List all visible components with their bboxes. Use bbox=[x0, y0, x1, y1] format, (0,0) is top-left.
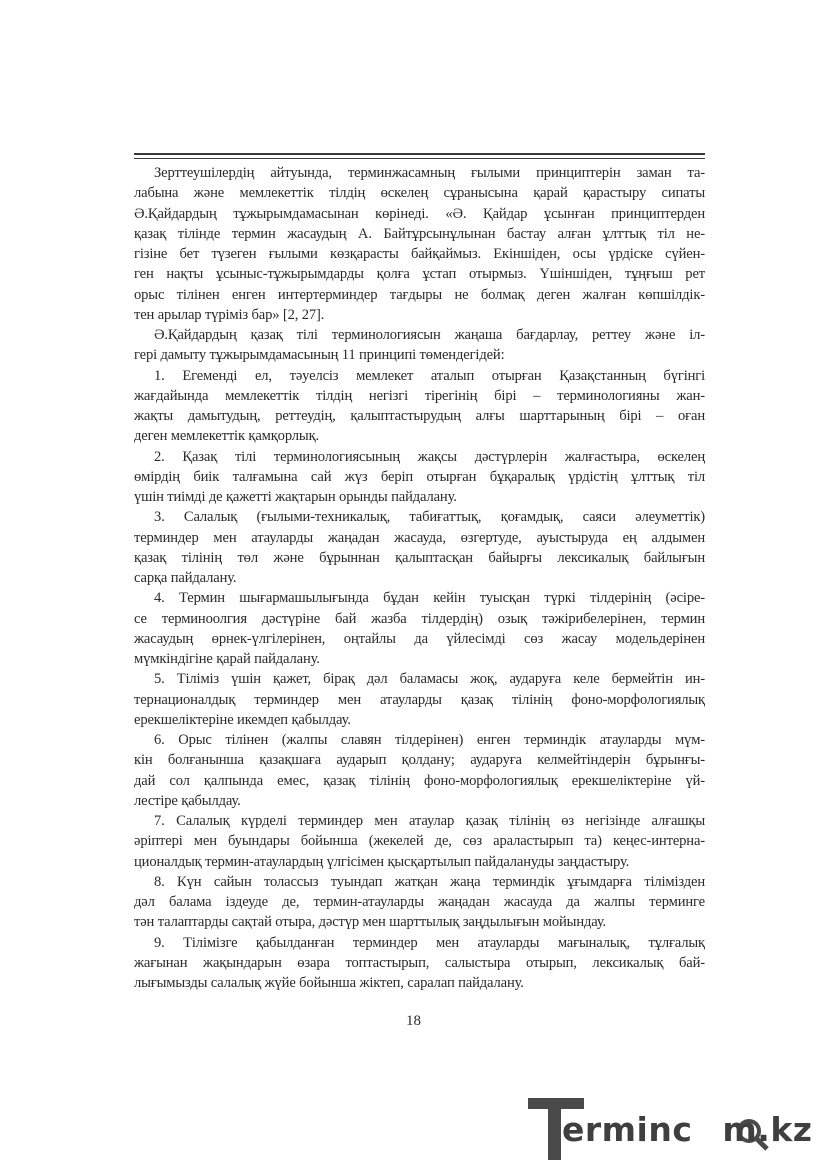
logo-text-part-2: m.kz bbox=[722, 1110, 813, 1149]
text-line: 8. Күн сайын толассыз туындап жатқан жаңа терминдік ұғымдарға тілімізден bbox=[154, 873, 705, 890]
text-line: 1. Егеменді ел, тәуелсіз мемлекет аталып отырған Қазақстанның бүгінгі bbox=[154, 367, 705, 384]
text-line: ционалдық термин-атаулардың үлгісімен қысқартылып пайдалануды заңдастыру. bbox=[134, 853, 630, 870]
text-line: 7. Салалық күрделі терминдер мен атаулар қазақ тілінің өз негізінде алғашқы bbox=[154, 813, 705, 829]
header-rule-thin bbox=[134, 158, 705, 159]
text-line: Ә.Қайдардың қазақ тілі терминологиясын жаңаша бағдарлау, реттеу және іл- bbox=[154, 327, 705, 343]
text-line: ерекшеліктеріне икемдеп қабылдау. bbox=[134, 711, 351, 728]
text-line: лестіре қабылдау. bbox=[134, 792, 241, 809]
document-body bbox=[134, 163, 705, 993]
text-line: тән талаптарды сақтай отыра, дәстүр мен шарттылық заңдылығын мойындау. bbox=[134, 914, 607, 931]
paragraph bbox=[134, 933, 705, 994]
text-line: 2. Қазақ тілі терминологиясының жақсы дәстүрлерін жалғастыра, өскелең bbox=[154, 448, 705, 465]
text-line: деген мемлекеттік қамқорлық. bbox=[134, 428, 320, 445]
text-line: Ә.Қайдардың тұжырымдамасынан көрінеді. «Ә. Қайдар ұсынған принциптерден bbox=[134, 205, 705, 222]
paragraph bbox=[134, 669, 705, 730]
text-line: кін болғанынша қазақшаға аударып қолдану; аударуға келмейтіндерін бұрынғы- bbox=[134, 752, 705, 769]
paragraph bbox=[134, 588, 705, 669]
text-line: орыс тілінен енген интертерминдер тағдыры не болмақ деген жалған көпшілдік- bbox=[134, 286, 705, 303]
text-line: 6. Орыс тілінен (жалпы славян тілдерінен) енген терминдік атауларды мүм- bbox=[154, 732, 705, 748]
paragraph bbox=[134, 163, 705, 325]
header-rule-thick bbox=[134, 153, 705, 155]
text-line: дай сол қалпында емес, қазақ тілінің фоно-морфологиялық ерекшеліктеріне үй- bbox=[134, 772, 705, 789]
text-line: гері дамыту тұжырымдамасының 11 принципі төмендегідей: bbox=[134, 347, 505, 364]
text-line: 5. Тіліміз үшін қажет, бірақ дәл баламасы жоқ, аударуға келе бермейтін ин- bbox=[154, 671, 705, 688]
text-line: жақты дамытудың, реттеудің, қалыптастырудың алғы шарттарының бірі – оған bbox=[134, 408, 705, 424]
text-line: 9. Тілімізге қабылданған терминдер мен атауларды мағыналық, тұлғалық bbox=[154, 934, 705, 951]
paragraph bbox=[134, 811, 705, 872]
paragraph bbox=[134, 730, 705, 811]
text-line: үшін тиімді де қажетті жақтарын орынды пайдалану. bbox=[134, 489, 457, 505]
paragraph bbox=[134, 872, 705, 933]
logo-text bbox=[562, 1110, 813, 1149]
text-line: ген нақты ұсыныс-тұжырымдарды қолға ұстап отырмыз. Үшіншіден, тұңғыш рет bbox=[134, 266, 705, 283]
text-line: дәл балама іздеуде де, термин-атауларды жаңадан жасауда да жалпы терминге bbox=[134, 894, 705, 910]
text-line: тернационалдық терминдер мен атауларды қазақ тілінің фоно-морфологиялық bbox=[134, 691, 705, 708]
text-line: сарқа пайдалану. bbox=[134, 570, 237, 586]
text-line: өмірдің биік талғамына сай жүз беріп отырған бұқаралық үрдістің ұлттық тіл bbox=[134, 468, 705, 485]
paragraph bbox=[134, 507, 705, 588]
text-line: 3. Салалық (ғылыми-техникалық, табиғаттық, қоғамдық, саяси әлеуметтік) bbox=[154, 509, 705, 526]
text-line: лабына және мемлекеттік тілдің өскелең сұранысына қарай қарастыру сипаты bbox=[134, 185, 705, 202]
paragraph bbox=[134, 325, 705, 366]
text-line: қазақ тілінде термин жасаудың А. Байтұрсынұлынан бастау алған ұлттық тіл не- bbox=[134, 225, 705, 242]
text-line: 4. Термин шығармашылығында бұдан кейін туысқан түркі тілдерінің (әсіре- bbox=[154, 590, 705, 607]
paragraph bbox=[134, 447, 705, 508]
text-line: жасаудың өрнек-үлгілерінен, оңтайлы да үйлесімді сөз жасау модельдерінен bbox=[134, 630, 705, 647]
text-line: мүмкіндігіне қарай пайдалану. bbox=[134, 651, 320, 667]
text-line: әріптері мен буындары бойынша (жекелей де, сөз араластырып та) кеңес-интерна- bbox=[134, 833, 705, 850]
text-line: гізіне бет түзеген ғылыми көзқарасты байқаймыз. Екіншіден, осы үрдіске сүйен- bbox=[134, 246, 705, 262]
text-line: жағынан жақындарын өзара топтастырып, салыстыра отырып, лексикалық бай- bbox=[134, 954, 705, 971]
page-number: 18 bbox=[406, 1013, 421, 1029]
text-line: лығымызды салалық жүйе бойынша жіктеп, саралап пайдалану. bbox=[134, 975, 524, 991]
logo-text-part-1: erminc bbox=[562, 1110, 693, 1149]
text-line: тен арылар түріміз бар» [2, 27]. bbox=[134, 306, 325, 323]
termincom-logo[interactable] bbox=[528, 1094, 818, 1162]
text-line: Зерттеушілердің айтуында, терминжасамның ғылыми принциптерін заман та- bbox=[154, 165, 705, 181]
paragraph bbox=[134, 366, 705, 447]
text-line: терминдер мен атауларды жаңадан жасауда, өзгертуде, ауыстыруда ең алдымен bbox=[134, 529, 705, 546]
text-line: қазақ тілінің төл және бұрыннан қалыптасқан байырғы лексикалық байлығын bbox=[134, 549, 705, 566]
text-line: жағдайында мемлекеттік тілдің негізгі тірегінің бірі – терминологияны жан- bbox=[134, 387, 705, 404]
text-line: се терминоолгия дәстүріне бай жазба тілдердің) озық тәжірибелерінен, термин bbox=[134, 610, 705, 627]
